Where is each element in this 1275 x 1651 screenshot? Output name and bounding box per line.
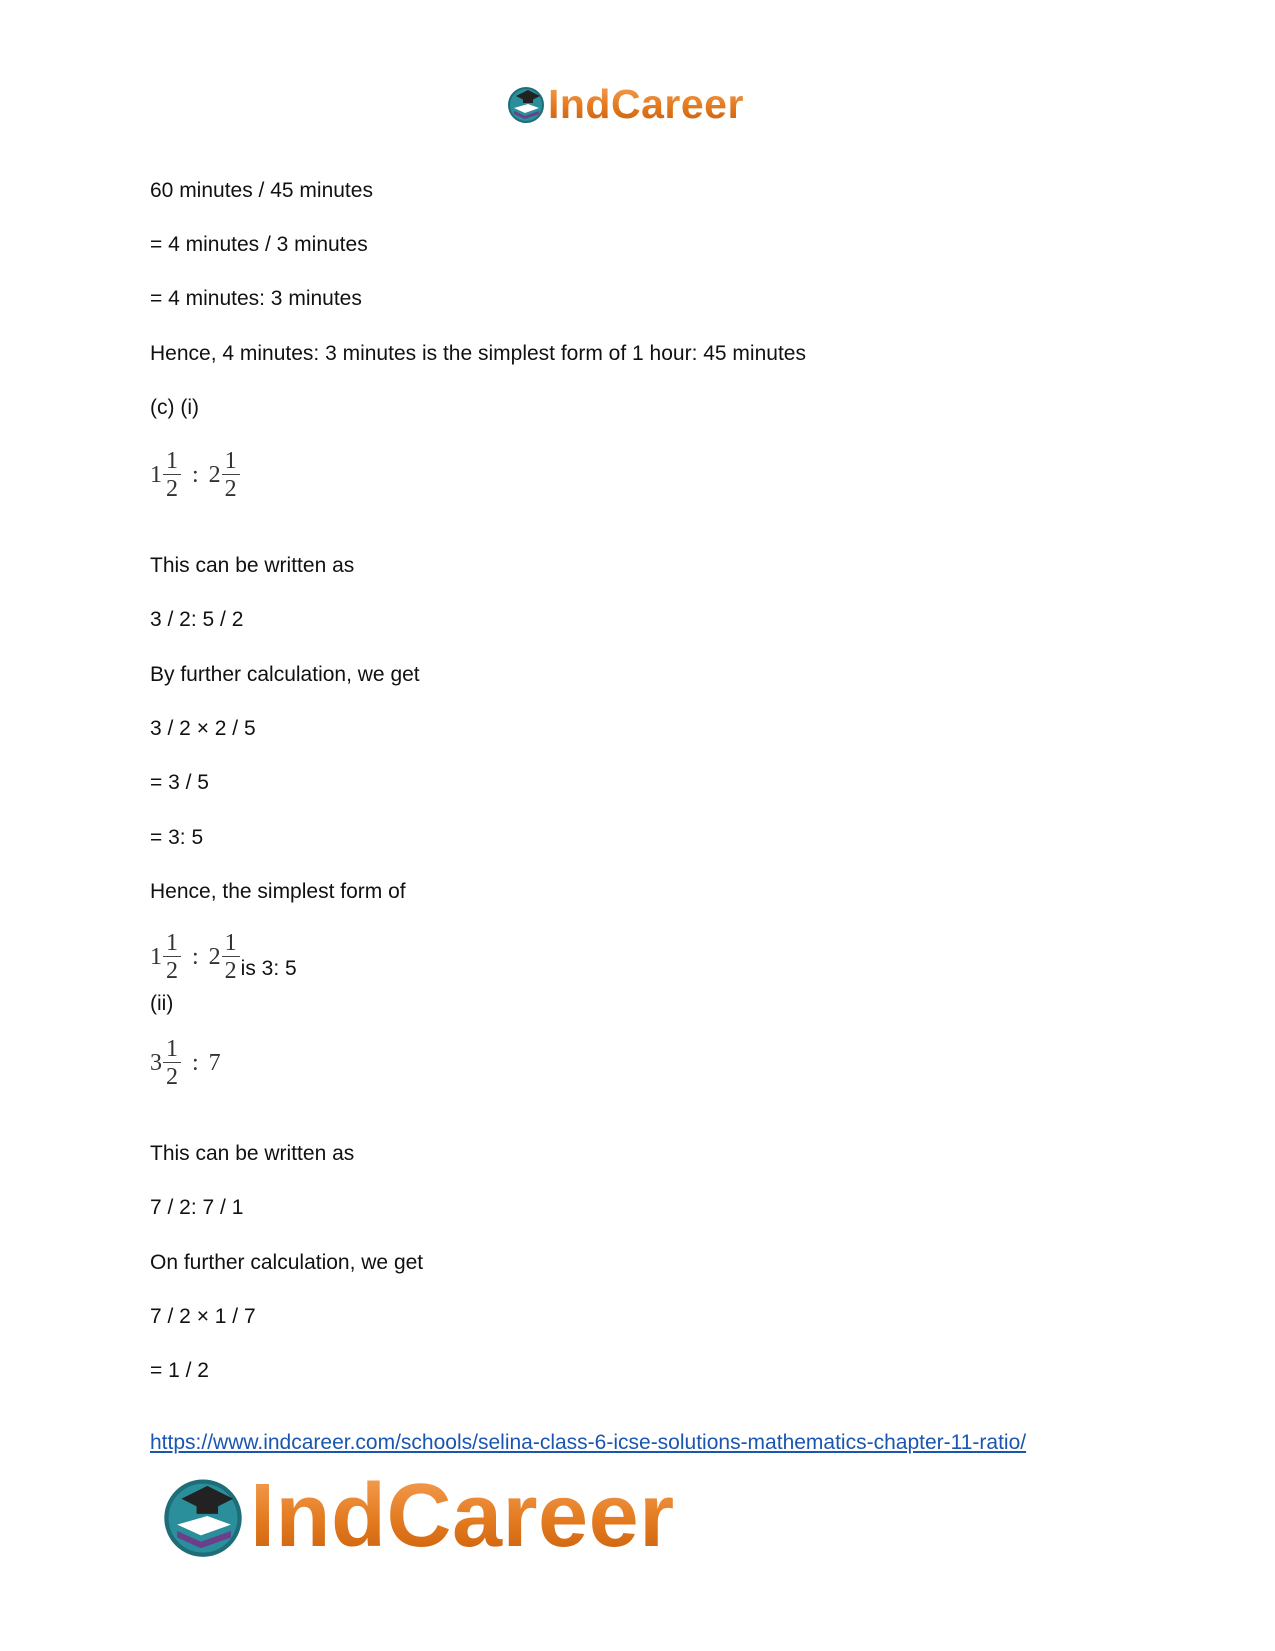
math-whole: 1 (150, 462, 162, 488)
text-line: (ii) (150, 992, 174, 1015)
denominator: 2 (224, 958, 237, 984)
fraction (163, 1036, 181, 1090)
math-whole: 1 (150, 944, 162, 970)
text-line: 7 / 2 × 1 / 7 (150, 1305, 256, 1328)
text-line: This can be written as (150, 554, 355, 577)
numerator: 1 (163, 1036, 181, 1063)
fraction (222, 930, 240, 984)
text-line: By further calculation, we get (150, 663, 420, 686)
text-line: = 3 / 5 (150, 771, 209, 794)
math-expression-mixed-ratio (150, 448, 241, 502)
graduation-cap-book-globe-icon (160, 1473, 246, 1559)
text-line: This can be written as (150, 1142, 355, 1165)
fraction (163, 448, 181, 502)
math-whole: 7 (208, 1050, 221, 1076)
denominator: 2 (224, 476, 237, 502)
fraction (163, 930, 181, 984)
text-line: Hence, the simplest form of (150, 880, 406, 903)
denominator: 2 (166, 958, 178, 984)
brand-wordmark: IndCareer (250, 1466, 675, 1566)
text-line: (c) (i) (150, 396, 199, 419)
graduation-cap-book-globe-icon (506, 84, 546, 124)
fraction (222, 448, 240, 502)
text-line: = 4 minutes: 3 minutes (150, 287, 362, 310)
denominator: 2 (166, 1064, 178, 1090)
text-line: 60 minutes / 45 minutes (150, 179, 373, 202)
text-line: 3 / 2 × 2 / 5 (150, 717, 256, 740)
text-line: = 3: 5 (150, 826, 204, 849)
footer-source-link[interactable]: https://www.indcareer.com/schools/selina-class-6-icse-solutions-mathematics-chapter-11-ratio/ (150, 1431, 1027, 1454)
text-line: On further calculation, we get (150, 1251, 424, 1274)
footer-logo (160, 1468, 675, 1564)
numerator: 1 (222, 448, 240, 475)
brand-wordmark: IndCareer (548, 81, 744, 127)
numerator: 1 (222, 930, 240, 957)
numerator: 1 (163, 448, 181, 475)
math-result-line (150, 930, 297, 984)
text-line: Hence, 4 minutes: 3 minutes is the simplest form of 1 hour: 45 minutes (150, 342, 806, 365)
math-whole: 3 (150, 1050, 162, 1076)
math-colon: : (192, 462, 199, 488)
math-expression-mixed-ratio (150, 930, 241, 984)
math-whole: 2 (208, 462, 221, 488)
math-whole: 2 (208, 944, 221, 970)
text-line: 3 / 2: 5 / 2 (150, 608, 244, 631)
math-colon: : (192, 944, 199, 970)
text-line: = 1 / 2 (150, 1359, 209, 1382)
math-expression-mixed-ratio (150, 1036, 221, 1090)
header-logo (506, 82, 744, 126)
text-line: 7 / 2: 7 / 1 (150, 1196, 244, 1219)
numerator: 1 (163, 930, 181, 957)
denominator: 2 (166, 476, 178, 502)
text-line: = 4 minutes / 3 minutes (150, 233, 368, 256)
text-inline: is 3: 5 (240, 957, 297, 980)
math-colon: : (192, 1050, 199, 1076)
